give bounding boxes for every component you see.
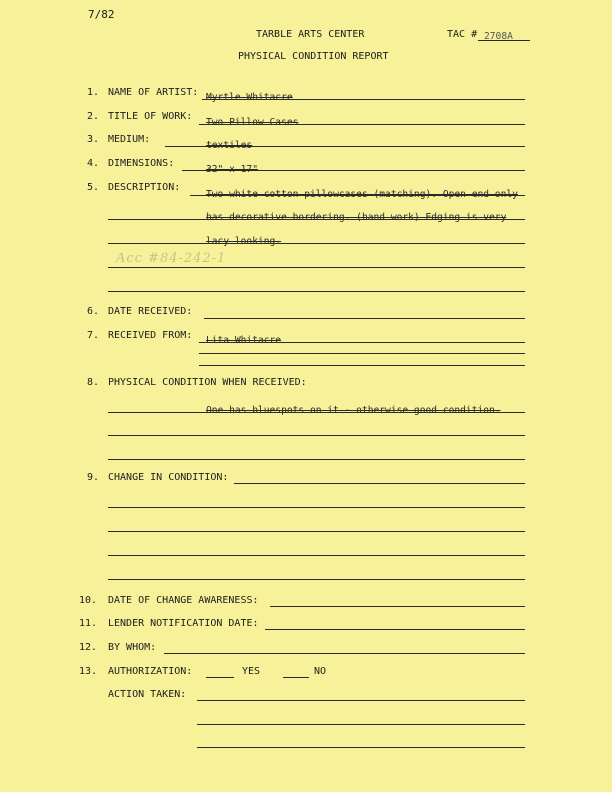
received-from-label: RECEIVED FROM: <box>108 330 193 341</box>
item-number: 10. <box>79 595 98 606</box>
by-whom-line <box>164 653 525 654</box>
description-label: DESCRIPTION: <box>108 182 181 193</box>
item-number: 7. <box>87 330 100 341</box>
change-line <box>108 531 525 532</box>
page-title: PHYSICAL CONDITION REPORT <box>238 51 389 62</box>
dimensions-value[interactable]: 32" x 17" <box>206 164 258 175</box>
item-number: 13. <box>79 666 98 677</box>
date-received-line <box>204 318 525 319</box>
description-line-1[interactable]: Two white cotton pillowcases (matching). Open end only <box>206 189 518 200</box>
dimensions-label: DIMENSIONS: <box>108 158 175 169</box>
tac-label: TAC # <box>447 29 478 40</box>
change-line <box>108 579 525 580</box>
change-line <box>108 555 525 556</box>
authorization-label: AUTHORIZATION: <box>108 666 193 677</box>
yes-label: YES <box>242 666 261 677</box>
date-code: 7/82 <box>88 8 115 21</box>
item-number: 9. <box>87 472 100 483</box>
org-name: TARBLE ARTS CENTER <box>256 29 365 40</box>
item-number: 6. <box>87 306 100 317</box>
condition-line <box>108 412 525 413</box>
item-number: 1. <box>87 87 100 98</box>
item-number: 3. <box>87 134 100 145</box>
description-line-3[interactable]: lacy looking. <box>206 236 282 247</box>
item-number: 2. <box>87 111 100 122</box>
lender-line <box>265 629 525 630</box>
change-label: CHANGE IN CONDITION: <box>108 472 229 483</box>
by-whom-label: BY WHOM: <box>108 642 157 653</box>
condition-label: PHYSICAL CONDITION WHEN RECEIVED: <box>108 377 307 388</box>
change-line <box>108 507 525 508</box>
item-number: 4. <box>87 158 100 169</box>
dimensions-line <box>182 170 525 171</box>
action-line <box>197 700 525 701</box>
change-date-label: DATE OF CHANGE AWARENESS: <box>108 595 259 606</box>
action-line <box>197 747 525 748</box>
artist-label: NAME OF ARTIST: <box>108 87 199 98</box>
artist-value[interactable]: Myrtle Whitacre <box>206 92 293 103</box>
artist-line <box>202 99 525 100</box>
change-date-line <box>270 606 525 607</box>
description-line-2[interactable]: has decorative bordering. (hand work) Edging is very <box>206 212 507 223</box>
accession-note: Acc #84-242-1 <box>116 251 227 266</box>
change-line <box>234 483 525 484</box>
title-label: TITLE OF WORK: <box>108 111 193 122</box>
lender-label: LENDER NOTIFICATION DATE: <box>108 618 259 629</box>
condition-value[interactable]: One has bluespots on it - otherwise good condition. <box>206 405 501 416</box>
description-rule <box>190 195 525 196</box>
medium-label: MEDIUM: <box>108 134 151 145</box>
tac-value[interactable]: 2708A <box>484 31 513 42</box>
description-rule <box>108 267 525 268</box>
item-number: 5. <box>87 182 100 193</box>
action-line <box>197 724 525 725</box>
title-value[interactable]: Two Pillow Cases <box>206 117 299 128</box>
medium-line <box>165 146 525 147</box>
action-label: ACTION TAKEN: <box>108 689 187 700</box>
received-from-line <box>199 353 525 354</box>
received-from-line <box>199 342 525 343</box>
item-number: 11. <box>79 618 98 629</box>
date-received-label: DATE RECEIVED: <box>108 306 193 317</box>
description-rule <box>108 219 525 220</box>
description-rule <box>108 291 525 292</box>
received-from-value[interactable]: Lita Whitacre <box>206 335 282 346</box>
received-from-line <box>199 365 525 366</box>
description-rule <box>108 243 525 244</box>
medium-value[interactable]: textiles <box>206 140 253 151</box>
condition-line <box>108 435 525 436</box>
no-label: NO <box>314 666 327 677</box>
title-line <box>199 124 525 125</box>
condition-line <box>108 459 525 460</box>
item-number: 8. <box>87 377 100 388</box>
yes-blank[interactable] <box>206 677 234 678</box>
no-blank[interactable] <box>283 677 309 678</box>
item-number: 12. <box>79 642 98 653</box>
